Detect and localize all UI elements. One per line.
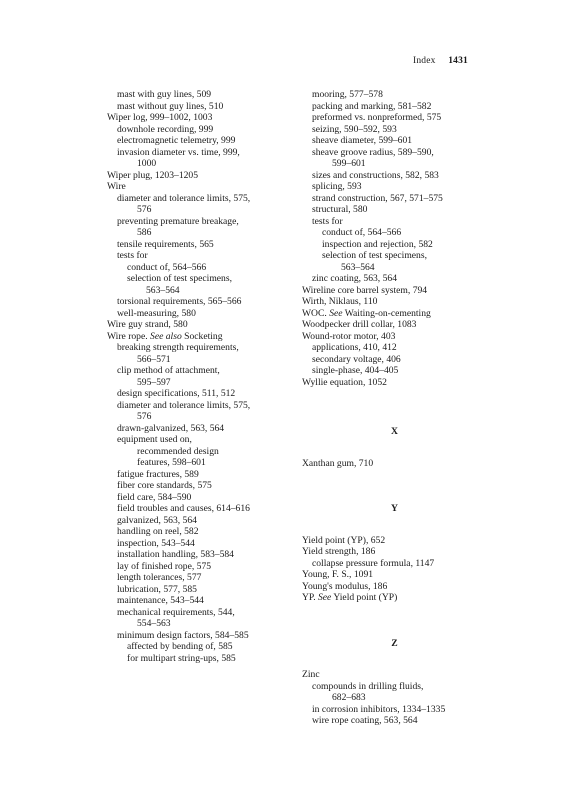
index-subentry: compounds in drilling fluids, <box>312 680 424 692</box>
index-entry: Zinc <box>302 669 320 680</box>
index-subentry: 682–683 <box>332 692 366 703</box>
index-subentry: torsional requirements, 565–566 <box>117 296 242 307</box>
index-subentry: lay of finished rope, 575 <box>117 560 212 572</box>
index-subentry: maintenance, 543–544 <box>117 595 204 606</box>
index-entry: Wirth, Niklaus, 110 <box>302 296 378 307</box>
index-subentry: tensile requirements, 565 <box>117 238 214 250</box>
index-subentry: fatigue fractures, 589 <box>117 468 199 480</box>
index-entry: YP. See Yield point (YP) <box>302 592 398 603</box>
index-subentry: conduct of, 564–566 <box>127 261 207 273</box>
x-entries <box>302 458 487 470</box>
index-subentry: splicing, 593 <box>312 181 362 192</box>
index-column-left <box>107 89 287 664</box>
index-subentry: handling on reel, 582 <box>117 526 199 537</box>
page-number: 1431 <box>448 56 468 66</box>
index-subentry: length tolerances, 577 <box>117 572 202 583</box>
index-subentry: electromagnetic telemetry, 999 <box>117 135 236 146</box>
index-subentry: preformed vs. nonpreformed, 575 <box>312 112 442 123</box>
index-subentry: applications, 410, 412 <box>312 342 397 353</box>
index-subentry: collapse pressure formula, 1147 <box>312 557 435 569</box>
index-subentry: sheave diameter, 599–601 <box>312 135 413 146</box>
index-subentry: installation handling, 583–584 <box>117 549 234 560</box>
index-subentry: field care, 584–590 <box>117 491 192 503</box>
section-letter-x: X <box>391 426 398 437</box>
index-subentry: diameter and tolerance limits, 575, <box>117 399 251 411</box>
section-letter-y: Y <box>391 503 398 514</box>
index-subentry: affected by bending of, 585 <box>127 641 233 652</box>
index-entry: Yield point (YP), 652 <box>302 534 386 546</box>
index-subentry: breaking strength requirements, <box>117 342 239 353</box>
index-subentry: 1000 <box>137 158 157 169</box>
index-subentry: equipment used on, <box>117 434 192 445</box>
index-entry: Wyllie equation, 1052 <box>302 376 387 388</box>
index-subentry: lubrication, 577, 585 <box>117 583 197 595</box>
index-subentry: downhole recording, 999 <box>117 123 214 135</box>
index-entry: Xanthan gum, 710 <box>302 457 374 469</box>
index-subentry: zinc coating, 563, 564 <box>312 273 397 284</box>
cross-reference-keyword: See <box>329 307 343 319</box>
index-entry: Yield strength, 186 <box>302 546 376 557</box>
index-entry: Woodpecker drill collar, 1083 <box>302 319 417 330</box>
index-subentry: mast without guy lines, 510 <box>117 100 224 112</box>
index-subentry: mechanical requirements, 544, <box>117 606 235 618</box>
index-subentry: 599–601 <box>332 158 366 169</box>
index-subentry: diameter and tolerance limits, 575, <box>117 192 251 204</box>
index-subentry: wire rope coating, 563, 564 <box>312 715 418 726</box>
index-subentry: 566–571 <box>137 353 171 365</box>
index-subentry: 563–564 <box>146 284 180 296</box>
index-subentry: structural, 580 <box>312 204 368 215</box>
index-subentry: seizing, 590–592, 593 <box>312 123 397 135</box>
index-subentry: tests for <box>117 250 148 261</box>
index-subentry: 586 <box>137 227 152 238</box>
index-subentry: fiber core standards, 575 <box>117 480 212 491</box>
index-subentry: clip method of attachment, <box>117 365 220 376</box>
index-entry: Wireline core barrel system, 794 <box>302 284 428 296</box>
header-label: Index <box>412 56 436 66</box>
cross-reference-keyword: See <box>318 592 332 603</box>
index-subentry: conduct of, 564–566 <box>322 227 402 238</box>
index-subentry: single-phase, 404–405 <box>312 365 399 376</box>
running-header <box>413 56 468 66</box>
index-column-right <box>302 89 487 727</box>
index-subentry: minimum design factors, 584–585 <box>117 629 249 641</box>
section-letter-z: Z <box>391 637 398 649</box>
index-subentry: tests for <box>312 215 343 227</box>
index-subentry: 554–563 <box>137 618 171 629</box>
index-subentry: mooring, 577–578 <box>312 89 383 100</box>
index-entry: Young, F. S., 1091 <box>302 569 374 580</box>
index-subentry: inspection and rejection, 582 <box>322 238 433 250</box>
index-subentry: sheave groove radius, 589–590, <box>312 146 434 158</box>
cross-reference-keyword: See also <box>150 330 182 342</box>
index-subentry: sizes and constructions, 582, 583 <box>312 169 439 181</box>
y-entries <box>302 535 487 604</box>
index-subentry: invasion diameter vs. time, 999, <box>117 146 240 158</box>
index-subentry: drawn-galvanized, 563, 564 <box>117 422 225 434</box>
index-entry: Wire guy strand, 580 <box>107 319 188 330</box>
index-subentry: field troubles and causes, 614–616 <box>117 503 250 514</box>
index-subentry: packing and marking, 581–582 <box>312 100 432 112</box>
index-entry: Wound-rotor motor, 403 <box>302 330 396 342</box>
index-subentry: recommended design <box>137 445 219 457</box>
index-subentry: in corrosion inhibitors, 1334–1335 <box>312 703 446 715</box>
index-entry: Young's modulus, 186 <box>302 580 388 592</box>
index-subentry: 576 <box>137 204 152 215</box>
index-subentry: preventing premature breakage, <box>117 215 239 227</box>
index-subentry: for multipart string-ups, 585 <box>127 652 236 664</box>
index-subentry: secondary voltage, 406 <box>312 353 401 365</box>
index-subentry: inspection, 543–544 <box>117 537 195 549</box>
index-subentry: well-measuring, 580 <box>117 307 196 319</box>
index-entry: Wiper log, 999–1002, 1003 <box>107 112 213 123</box>
index-subentry: design specifications, 511, 512 <box>117 388 236 399</box>
index-subentry: selection of test specimens, <box>322 250 427 261</box>
index-subentry: 563–564 <box>341 261 375 273</box>
index-subentry: 576 <box>137 411 152 422</box>
index-subentry: selection of test specimens, <box>127 273 232 284</box>
index-entry: WOC. See Waiting-on-cementing <box>302 307 431 319</box>
index-subentry: strand construction, 567, 571–575 <box>312 192 443 204</box>
index-entry: Wiper plug, 1203–1205 <box>107 169 199 181</box>
index-subentry: features, 598–601 <box>137 457 206 468</box>
index-entry: Wire <box>107 181 126 192</box>
z-entries <box>302 669 487 727</box>
index-subentry: 595–597 <box>137 376 171 388</box>
w-entries-continued <box>302 89 487 388</box>
index-subentry: galvanized, 563, 564 <box>117 514 197 526</box>
index-entry: Wire rope. See also Socketing <box>107 330 223 342</box>
index-subentry: mast with guy lines, 509 <box>117 89 212 100</box>
